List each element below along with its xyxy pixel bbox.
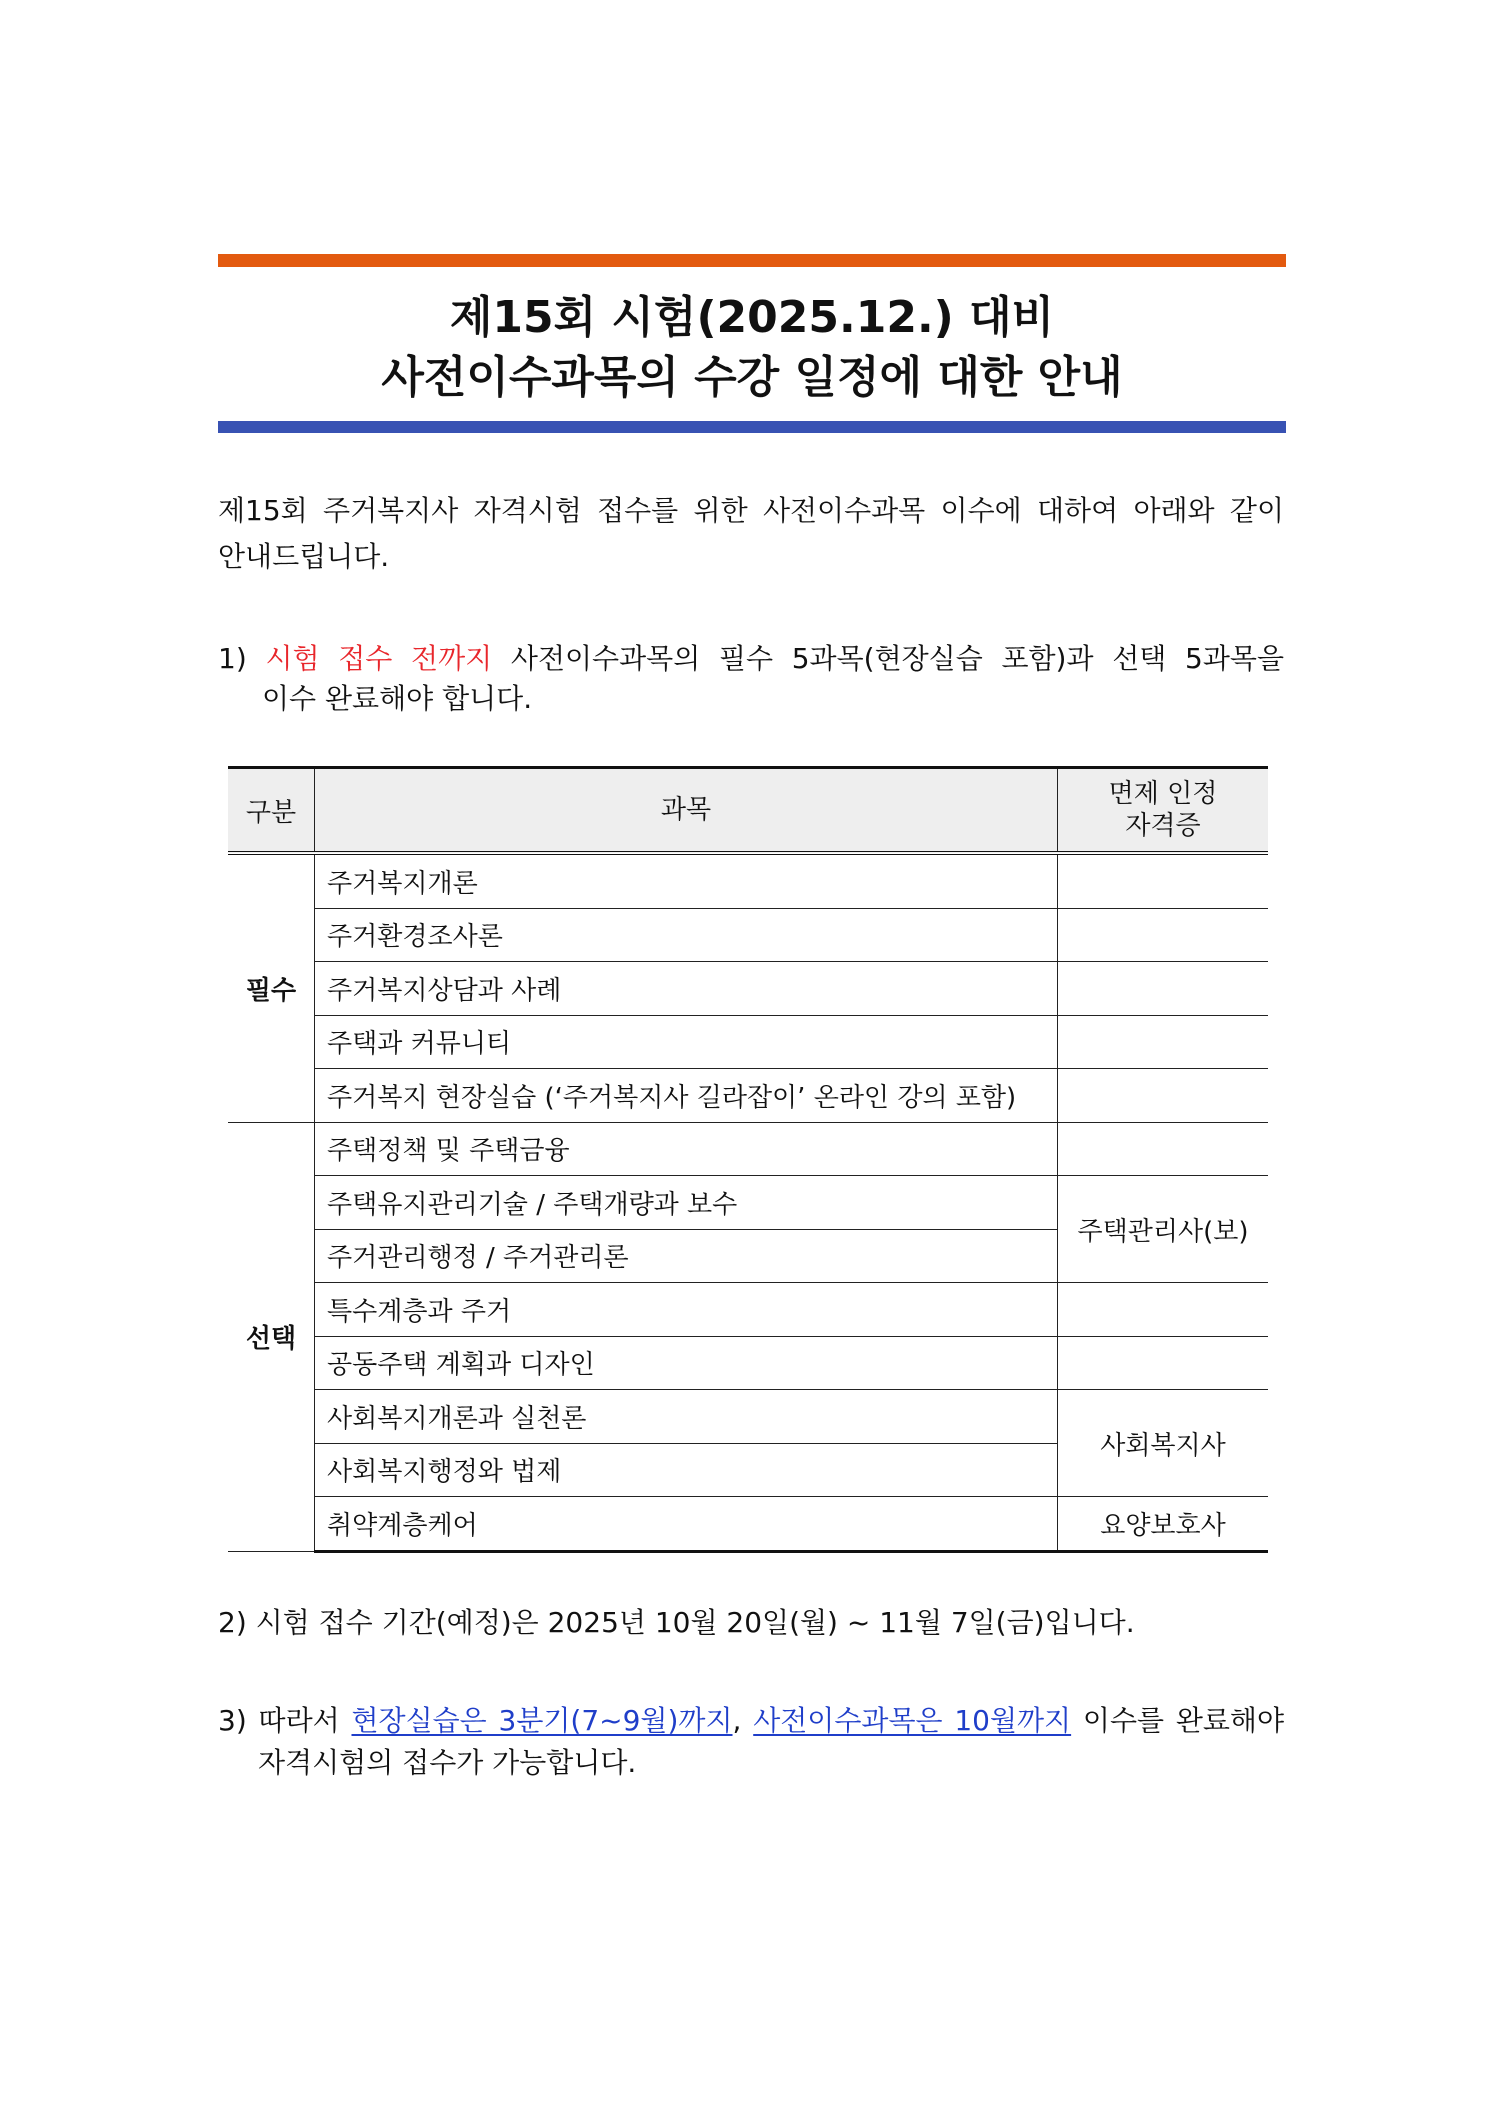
table-row xyxy=(228,1015,1268,1069)
subject-cell: 주거복지 현장실습 (‘주거복지사 길라잡이’ 온라인 강의 포함) xyxy=(315,1069,1058,1123)
item3-line-2: 자격시험의 접수가 가능합니다. xyxy=(258,1746,637,1779)
table-row xyxy=(228,853,1268,908)
subject-cell: 사회복지행정와 법제 xyxy=(315,1443,1058,1497)
subjects-table xyxy=(228,766,1268,1553)
item1-line-2: 이수 완료해야 합니다. xyxy=(262,682,533,715)
subject-cell: 주거환경조사론 xyxy=(315,908,1058,962)
table-row xyxy=(228,1283,1268,1337)
item3-course-deadline: 사전이수과목은 10월까지 xyxy=(753,1704,1072,1737)
subject-cell: 주거관리행정 / 주거관리론 xyxy=(315,1229,1058,1283)
header-subject: 과목 xyxy=(315,768,1058,854)
cert-cell-empty xyxy=(1058,1015,1269,1069)
subject-cell: 주거복지개론 xyxy=(315,853,1058,908)
table-row xyxy=(228,1336,1268,1390)
table-row xyxy=(228,1390,1268,1444)
item1-rest: 사전이수과목의 필수 5과목(현장실습 포함)과 선택 5과목을 xyxy=(492,642,1284,675)
subject-cell: 사회복지개론과 실천론 xyxy=(315,1390,1058,1444)
table-row xyxy=(228,962,1268,1016)
title-line-1: 제15회 시험(2025.12.) 대비 xyxy=(449,292,1055,343)
cert-cell-empty xyxy=(1058,962,1269,1016)
header-cert-line-2: 자격증 xyxy=(1125,811,1201,841)
title-top-bar xyxy=(218,254,1286,267)
subject-cell: 공동주택 계획과 디자인 xyxy=(315,1336,1058,1390)
item2-line: 2) 시험 접수 기간(예정)은 2025년 10월 20일(월) ~ 11월 7일(금)입니다. xyxy=(218,1606,1135,1639)
cert-cell-empty xyxy=(1058,1336,1269,1390)
title-line-2: 사전이수과목의 수강 일정에 대한 안내 xyxy=(381,352,1123,403)
subject-cell: 주택유지관리기술 / 주택개량과 보수 xyxy=(315,1176,1058,1230)
intro-line-2: 안내드립니다. xyxy=(218,540,390,573)
cert-cell-empty xyxy=(1058,1283,1269,1337)
item3-number: 3) xyxy=(218,1704,247,1737)
item1-number: 1) xyxy=(218,642,247,675)
table-row xyxy=(228,1176,1268,1230)
table-row xyxy=(228,1069,1268,1123)
title-bottom-bar xyxy=(218,421,1286,433)
item3-prefix: 따라서 xyxy=(258,1704,352,1737)
page-title xyxy=(218,288,1286,408)
item1-highlight: 시험 접수 전까지 xyxy=(265,642,493,675)
cert-housing-manager: 주택관리사(보) xyxy=(1058,1176,1269,1283)
subject-cell: 취약계층케어 xyxy=(315,1497,1058,1552)
cert-caregiver: 요양보호사 xyxy=(1058,1497,1269,1552)
cert-cell-empty xyxy=(1058,908,1269,962)
header-cert-line-1: 면제 인정 xyxy=(1108,779,1218,809)
cert-cell-empty xyxy=(1058,1069,1269,1123)
category-elective: 선택 xyxy=(228,1122,315,1551)
item3-suffix: 이수를 완료해야 xyxy=(1071,1704,1285,1737)
category-required: 필수 xyxy=(228,853,315,1122)
header-category: 구분 xyxy=(228,768,315,854)
subject-cell: 특수계층과 주거 xyxy=(315,1283,1058,1337)
table-row xyxy=(228,1497,1268,1552)
subject-cell: 주택정책 및 주택금융 xyxy=(315,1122,1058,1176)
subject-cell: 주택과 커뮤니티 xyxy=(315,1015,1058,1069)
table-row xyxy=(228,908,1268,962)
item3-separator: , xyxy=(732,1704,754,1737)
table-header-row xyxy=(228,768,1268,854)
table-row xyxy=(228,1122,1268,1176)
cert-social-worker: 사회복지사 xyxy=(1058,1390,1269,1497)
header-cert xyxy=(1058,768,1269,854)
intro-line-1: 제15회 주거복지사 자격시험 접수를 위한 사전이수과목 이수에 대하여 아래와 같이 xyxy=(218,494,1284,527)
subject-cell: 주거복지상담과 사례 xyxy=(315,962,1058,1016)
item3-practicum-deadline: 현장실습은 3분기(7~9월)까지 xyxy=(351,1704,733,1737)
cert-cell-empty xyxy=(1058,1122,1269,1176)
item3-line-1 xyxy=(218,1698,1284,1744)
cert-cell-empty xyxy=(1058,853,1269,908)
